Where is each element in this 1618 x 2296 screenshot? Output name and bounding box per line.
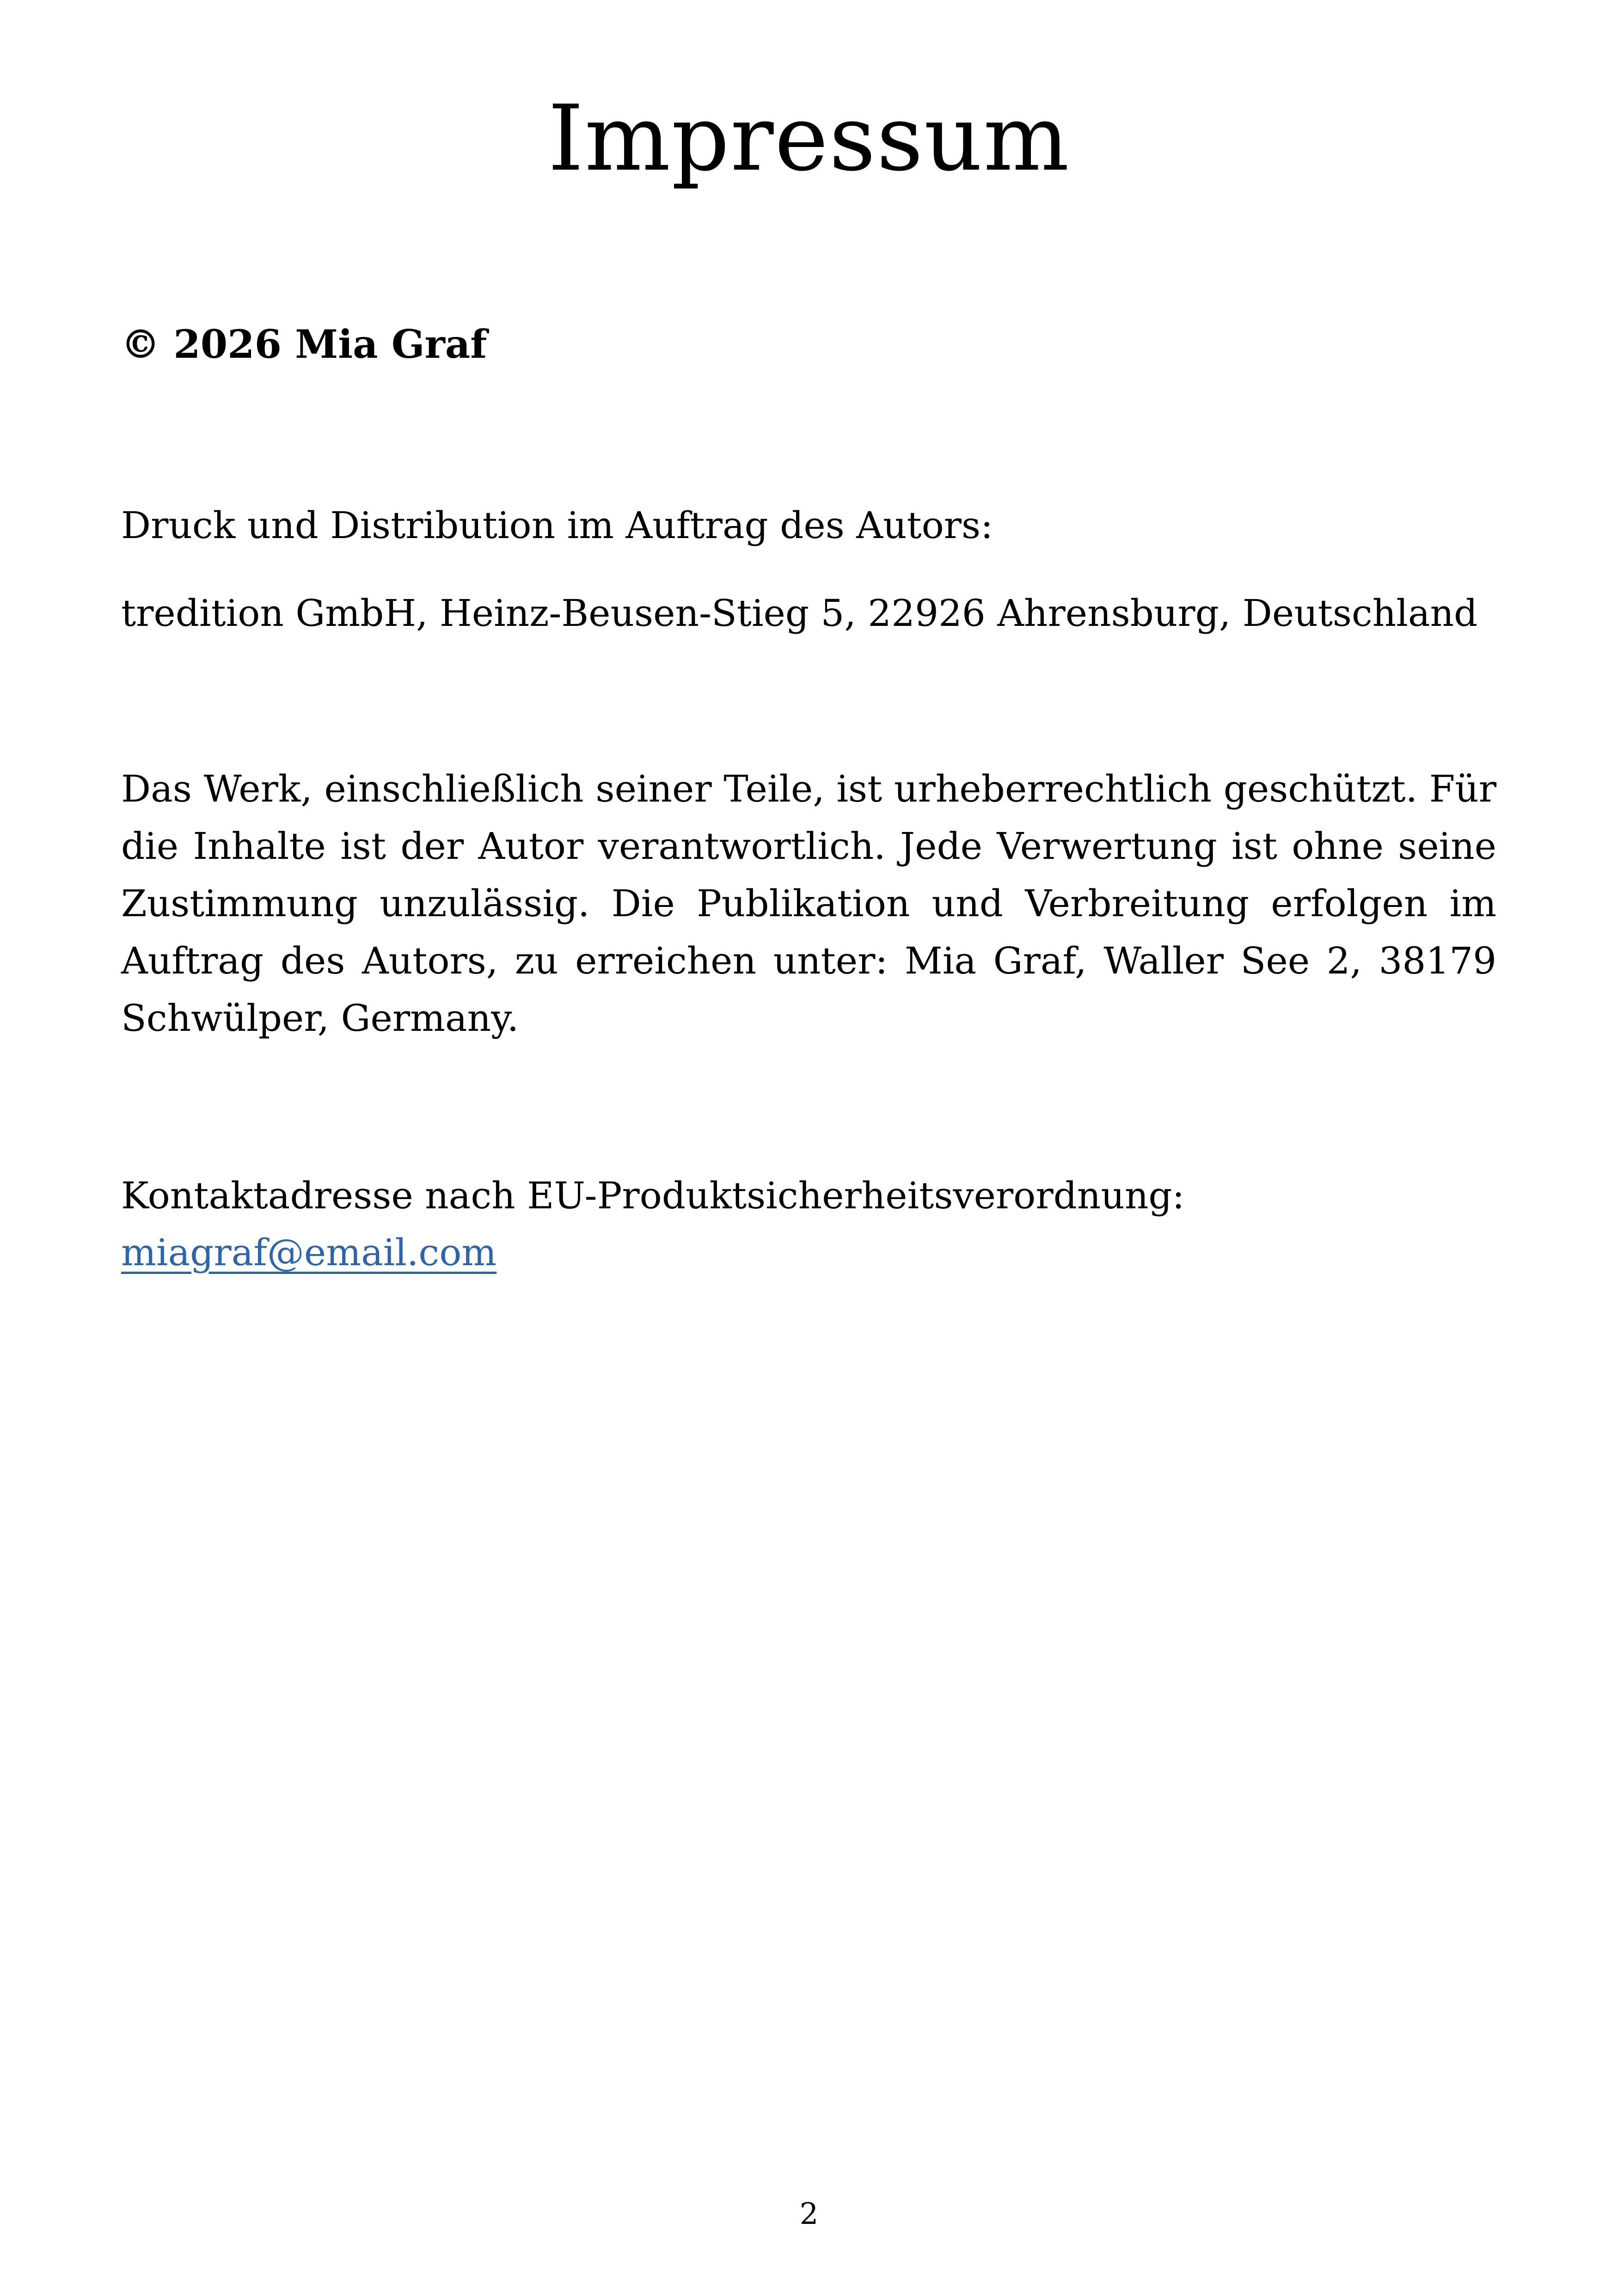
contact-email-link[interactable]: miagraf@email.com (121, 1231, 497, 1274)
page-title: Impressum (548, 86, 1070, 191)
legal-notice: Das Werk, einschließlich seiner Teile, ist urheberrechtlich geschützt. Für die Inhalte ist der Autor verantwortlich. Jede Verwertung ist ohne seine Zustimmung unzulässig. Die Publikation und Verbreitung erfolgen im Auftrag des Autors, zu erreichen unter: Mia Graf, Waller See 2, 38179 Schwülper, Germany. (121, 767, 1496, 1040)
copyright-notice: © 2026 Mia Graf (121, 321, 487, 367)
page-number: 2 (799, 2197, 819, 2231)
publisher-address: tredition GmbH, Heinz-Beusen-Stieg 5, 22926 Ahrensburg, Deutschland (121, 592, 1478, 635)
contact-address-label: Kontaktadresse nach EU-Produktsicherheitsverordnung: (121, 1174, 1185, 1217)
print-distribution-label: Druck und Distribution im Auftrag des Autors: (121, 504, 993, 547)
